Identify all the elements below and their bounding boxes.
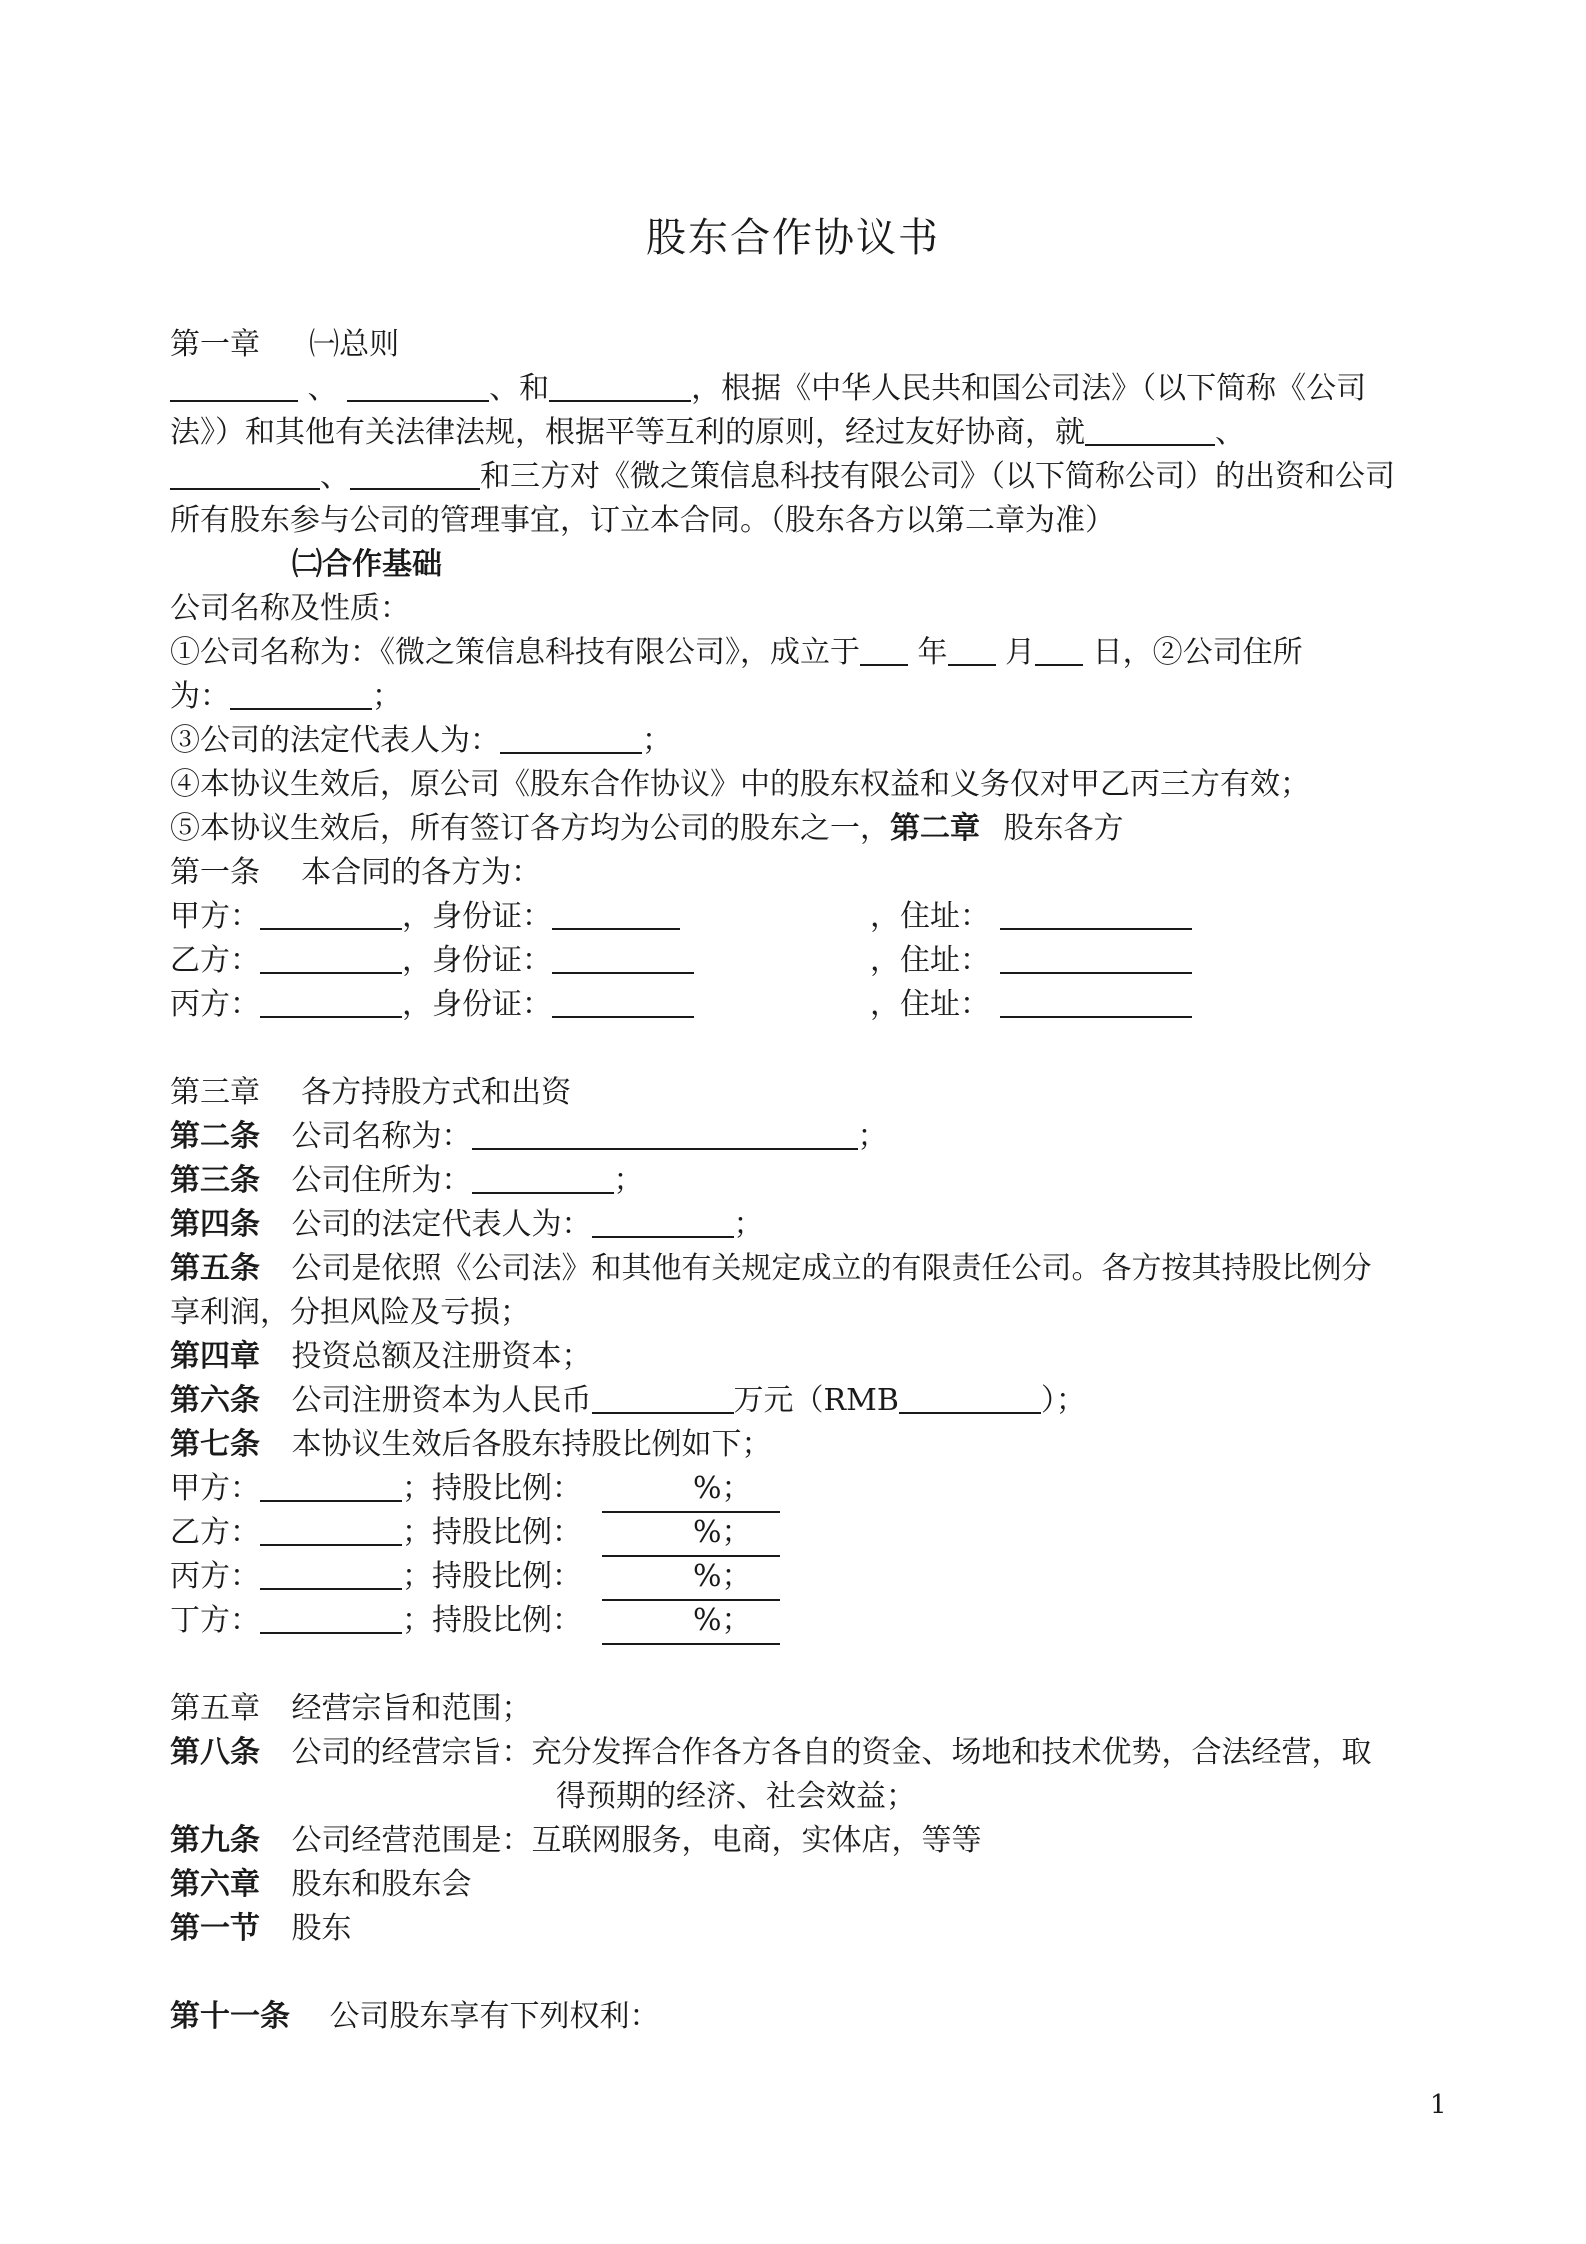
article-label: 第八条	[170, 1735, 260, 1770]
article-line	[170, 1247, 1460, 1291]
document-title: 股东合作协议书	[646, 215, 940, 261]
text: ，根据《中华人民共和国公司法》（以下简称《公司	[691, 371, 1367, 406]
section-title: 股东	[291, 1911, 352, 1946]
party-name: 丙方：	[170, 987, 260, 1022]
article-line	[170, 1115, 1460, 1159]
name-blank[interactable]	[260, 1600, 402, 1634]
paragraph-line	[170, 631, 1460, 675]
text: 公司股东享有下列权利：	[329, 1999, 660, 2034]
day-blank[interactable]	[1035, 632, 1083, 666]
name-blank[interactable]	[260, 1556, 402, 1590]
chapter-label: 第五章	[170, 1691, 260, 1726]
shareholder-row	[170, 1599, 1460, 1645]
address-blank[interactable]	[1000, 983, 1192, 1027]
blank-field[interactable]	[170, 368, 298, 402]
section-heading	[170, 1907, 1460, 1951]
chapter3-heading	[170, 1071, 1460, 1115]
article-label: 第四条	[170, 1207, 260, 1242]
text: ，住址：	[870, 899, 990, 934]
chapter-label: 第二章	[890, 811, 980, 846]
chapter6-heading	[170, 1863, 1460, 1907]
text: ；持股比例：	[402, 1471, 582, 1506]
address-blank[interactable]	[1000, 939, 1192, 983]
article-label: 第五条	[170, 1251, 260, 1286]
chapter-title: 经营宗旨和范围；	[291, 1691, 532, 1726]
text: ，住址：	[870, 987, 990, 1022]
paragraph-line: 得预期的经济、社会效益；	[556, 1779, 916, 1814]
representative-blank[interactable]	[592, 1204, 734, 1238]
chapter-title: 投资总额及注册资本；	[291, 1339, 592, 1374]
text: 本协议生效后各股东持股比例如下；	[291, 1427, 772, 1462]
article-line	[170, 1423, 1460, 1467]
chapter-subtitle: ㈠总则	[309, 327, 400, 362]
text: 为：	[170, 679, 230, 714]
text: 、和	[489, 371, 550, 406]
article-line	[170, 851, 1460, 895]
party-row	[170, 895, 1460, 939]
text: 公司的法定代表人为：	[291, 1207, 592, 1242]
subsection-heading: ㈡合作基础	[292, 547, 442, 582]
text: 公司住所为：	[291, 1163, 472, 1198]
text: ；	[733, 1207, 764, 1242]
paragraph-line	[170, 411, 1460, 455]
blank-field[interactable]	[170, 456, 320, 490]
blank-field[interactable]	[1085, 412, 1215, 446]
holder-name: 甲方：	[170, 1471, 260, 1506]
text: 公司注册资本为人民币	[291, 1383, 592, 1418]
holder-name: 乙方：	[170, 1515, 260, 1550]
article-line	[170, 1203, 1460, 1247]
text: 日，②公司住所	[1092, 635, 1303, 670]
name-blank[interactable]	[260, 896, 402, 930]
id-blank[interactable]	[552, 940, 694, 974]
chapter5-heading	[170, 1687, 1460, 1731]
text: 、	[320, 459, 350, 494]
text: ；	[642, 723, 672, 758]
chapter-label: 第三章	[170, 1075, 260, 1110]
text: 本合同的各方为：	[301, 855, 542, 890]
article-line	[170, 1731, 1460, 1775]
party-name: 乙方：	[170, 943, 260, 978]
text: 和三方对《微之策信息科技有限公司》（以下简称公司）的出资和公司	[480, 459, 1395, 494]
text: ；	[372, 679, 402, 714]
share-percent-blank[interactable]: %；	[602, 1511, 780, 1557]
article-line	[170, 1159, 1460, 1203]
party-row	[170, 983, 1460, 1027]
article-line	[170, 1995, 1460, 2039]
party-name: 甲方：	[170, 899, 260, 934]
text: 公司名称为：	[291, 1119, 472, 1154]
id-blank[interactable]	[552, 984, 694, 1018]
text: ）；	[1040, 1383, 1086, 1418]
shareholder-row	[170, 1511, 1460, 1557]
holder-name: 丙方：	[170, 1559, 260, 1594]
id-blank[interactable]	[552, 896, 680, 930]
name-blank[interactable]	[260, 1512, 402, 1546]
paragraph-line: 所有股东参与公司的管理事宜，订立本合同。（股东各方以第二章为准）	[170, 503, 1115, 538]
name-blank[interactable]	[260, 1468, 402, 1502]
page-number: 1	[1430, 2090, 1447, 2120]
chapter4-heading	[170, 1335, 1460, 1379]
share-percent-blank[interactable]: %；	[602, 1555, 780, 1601]
text: ；持股比例：	[402, 1559, 582, 1594]
rmb-blank[interactable]	[899, 1380, 1041, 1414]
text: 公司是依照《公司法》和其他有关规定成立的有限责任公司。各方按其持股比例分	[291, 1251, 1372, 1286]
chapter-label: 第四章	[170, 1339, 260, 1374]
section-label: 第一节	[170, 1911, 260, 1946]
article-label: 第三条	[170, 1163, 260, 1198]
text: 股东各方	[1003, 811, 1124, 846]
holder-name: 丁方：	[170, 1603, 260, 1638]
article-label: 第十一条	[170, 1999, 290, 2034]
text: 、	[307, 371, 338, 406]
address-blank[interactable]	[230, 676, 372, 710]
text: ；持股比例：	[402, 1603, 582, 1638]
paragraph-line	[170, 807, 1460, 851]
article-label: 第一条	[170, 855, 260, 890]
paragraph-line	[170, 719, 1460, 763]
paragraph-line	[170, 675, 1460, 719]
paragraph-line: 享利润，分担风险及亏损；	[170, 1295, 530, 1330]
year-blank[interactable]	[860, 632, 908, 666]
text: ，住址：	[870, 943, 990, 978]
month-blank[interactable]	[948, 632, 996, 666]
blank-field[interactable]	[347, 368, 489, 402]
company-name-blank[interactable]	[472, 1116, 858, 1150]
text: ；持股比例：	[402, 1515, 582, 1550]
text: 公司的经营宗旨：充分发挥合作各方各自的资金、场地和技术优势，合法经营，取	[291, 1735, 1372, 1770]
chapter-label: 第一章	[170, 327, 260, 362]
article-label: 第六条	[170, 1383, 260, 1418]
text: ；	[613, 1163, 644, 1198]
shareholder-row	[170, 1555, 1460, 1601]
shareholder-row	[170, 1467, 1460, 1513]
address-blank[interactable]	[1000, 895, 1192, 939]
paragraph-line	[170, 455, 1460, 499]
text: 公司经营范围是：互联网服务，电商，实体店，等等	[291, 1823, 982, 1858]
chapter-label: 第六章	[170, 1867, 260, 1902]
text: ①公司名称为：《微之策信息科技有限公司》，成立于	[170, 635, 860, 670]
party-row	[170, 939, 1460, 983]
article-label: 第七条	[170, 1427, 260, 1462]
paragraph-line: ④本协议生效后，原公司《股东合作协议》中的股东权益和义务仅对甲乙丙三方有效；	[170, 767, 1310, 802]
text: 年	[917, 635, 948, 670]
address-blank[interactable]	[472, 1160, 614, 1194]
chapter-title: 各方持股方式和出资	[301, 1075, 572, 1110]
paragraph-line: 公司名称及性质：	[170, 591, 410, 626]
name-blank[interactable]	[260, 984, 402, 1018]
capital-blank[interactable]	[592, 1380, 734, 1414]
text: ，身份证：	[402, 899, 552, 934]
paragraph-line	[170, 367, 1460, 411]
text: ，身份证：	[402, 943, 552, 978]
text: ③公司的法定代表人为：	[170, 723, 500, 758]
text: ；	[857, 1119, 888, 1154]
representative-blank[interactable]	[500, 720, 642, 754]
article-line	[170, 1379, 1460, 1423]
text: 法》）和其他有关法律法规，根据平等互利的原则，经过友好协商，就	[170, 415, 1085, 450]
blank-field[interactable]	[350, 456, 480, 490]
share-percent-blank[interactable]: %；	[602, 1467, 780, 1513]
text: ，身份证：	[402, 987, 552, 1022]
text: 月	[1005, 635, 1036, 670]
blank-field[interactable]	[549, 368, 691, 402]
chapter1-heading	[170, 323, 1460, 367]
text: ⑤本协议生效后，所有签订各方均为公司的股东之一，	[170, 811, 890, 846]
share-percent-blank[interactable]: %；	[602, 1599, 780, 1645]
text: 万元（RMB	[733, 1383, 899, 1418]
chapter-title: 股东和股东会	[291, 1867, 472, 1902]
text: 、	[1215, 415, 1245, 450]
article-line	[170, 1819, 1460, 1863]
name-blank[interactable]	[260, 940, 402, 974]
article-label: 第九条	[170, 1823, 260, 1858]
article-label: 第二条	[170, 1119, 260, 1154]
